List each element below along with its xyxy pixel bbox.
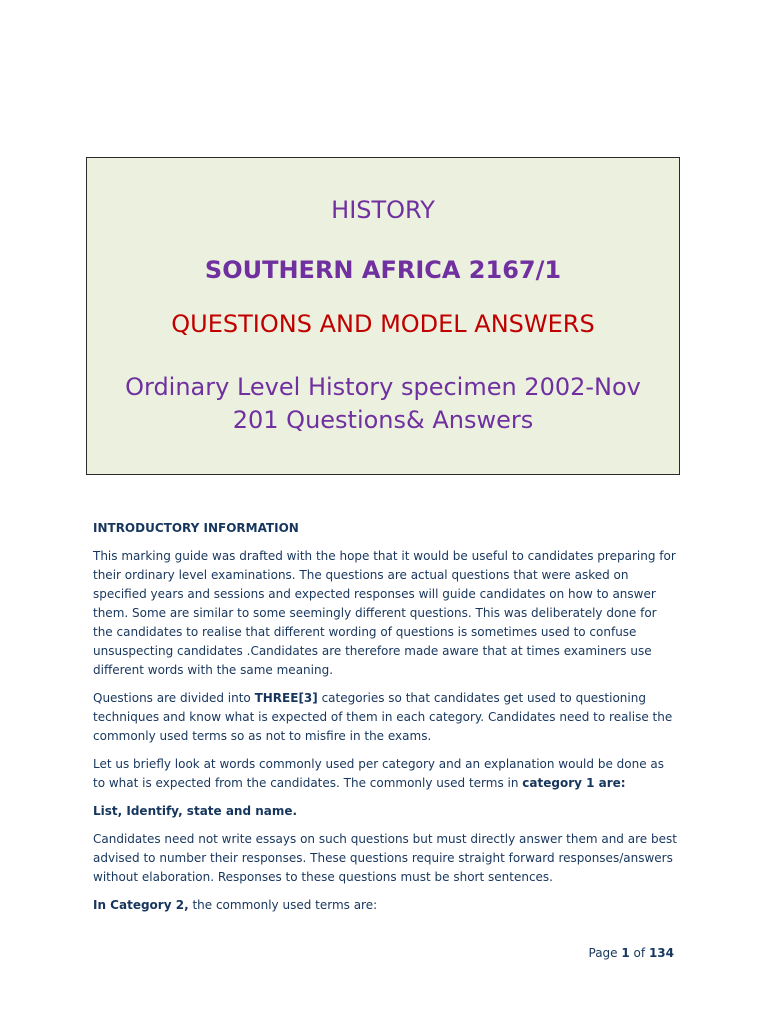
section-heading: INTRODUCTORY INFORMATION — [93, 521, 299, 535]
paragraph-advice: Candidates need not write essays on such questions but must directly answer them and are best advised to number their responses. These questions require straight forward responses/answers without elaboration. Responses to these questions must be short sentences. — [93, 832, 677, 884]
course-title: SOUTHERN AFRICA 2167/1 — [204, 256, 562, 284]
paragraph-category-2 — [93, 896, 678, 915]
description-line-2: 201 Questions& Answers — [232, 406, 534, 434]
qa-title: QUESTIONS AND MODEL ANSWERS — [171, 310, 595, 338]
document-body — [93, 519, 678, 924]
paragraph-categories-text-2: categories so that candidates get used to questioning techniques and know what is expected of them in each category. Candidates need to realise the commonly used terms so as not to misfire in the exams. — [93, 691, 673, 743]
page-of-label: of — [629, 946, 649, 960]
description-line-1: Ordinary Level History specimen 2002-Nov — [125, 373, 641, 401]
paragraph-category-2-bold: In Category 2, — [93, 898, 189, 912]
paragraph-categories-bold: THREE[3] — [254, 691, 318, 705]
page-total: 134 — [648, 946, 674, 960]
page-number: 1 — [621, 946, 630, 960]
paragraph-categories-text-1: Questions are divided into — [93, 691, 255, 705]
paragraph-categories — [93, 689, 678, 746]
paragraph-intro: This marking guide was drafted with the hope that it would be useful to candidates preparing for their ordinary level examinations. The questions are actual questions that were asked on specified years and sessions and expected responses will guide candidates on how to answer them. Some are similar to some seemingly different questions. This was deliberately done for the candidates to realise that different wording of questions is sometimes used to confuse unsuspecting candidates .Candidates are therefore made aware that at times examiners use different words with the same meaning. — [93, 549, 676, 677]
subject-title: HISTORY — [331, 196, 435, 224]
page-footer — [589, 946, 675, 960]
description — [97, 371, 669, 437]
paragraph-terms — [93, 755, 678, 793]
title-box — [86, 157, 680, 475]
page-label: Page — [588, 946, 622, 960]
paragraph-terms-bold: category 1 — [522, 776, 595, 790]
paragraph-terms-text-1: Let us briefly look at words commonly used per category and an explanation would be done as to what is expected from the candidates. The commonly used terms in — [93, 757, 665, 790]
paragraph-term-list: List, Identify, state and name. — [93, 804, 298, 818]
paragraph-terms-text-2: are: — [594, 776, 626, 790]
paragraph-category-2-text: the commonly used terms are: — [188, 898, 378, 912]
